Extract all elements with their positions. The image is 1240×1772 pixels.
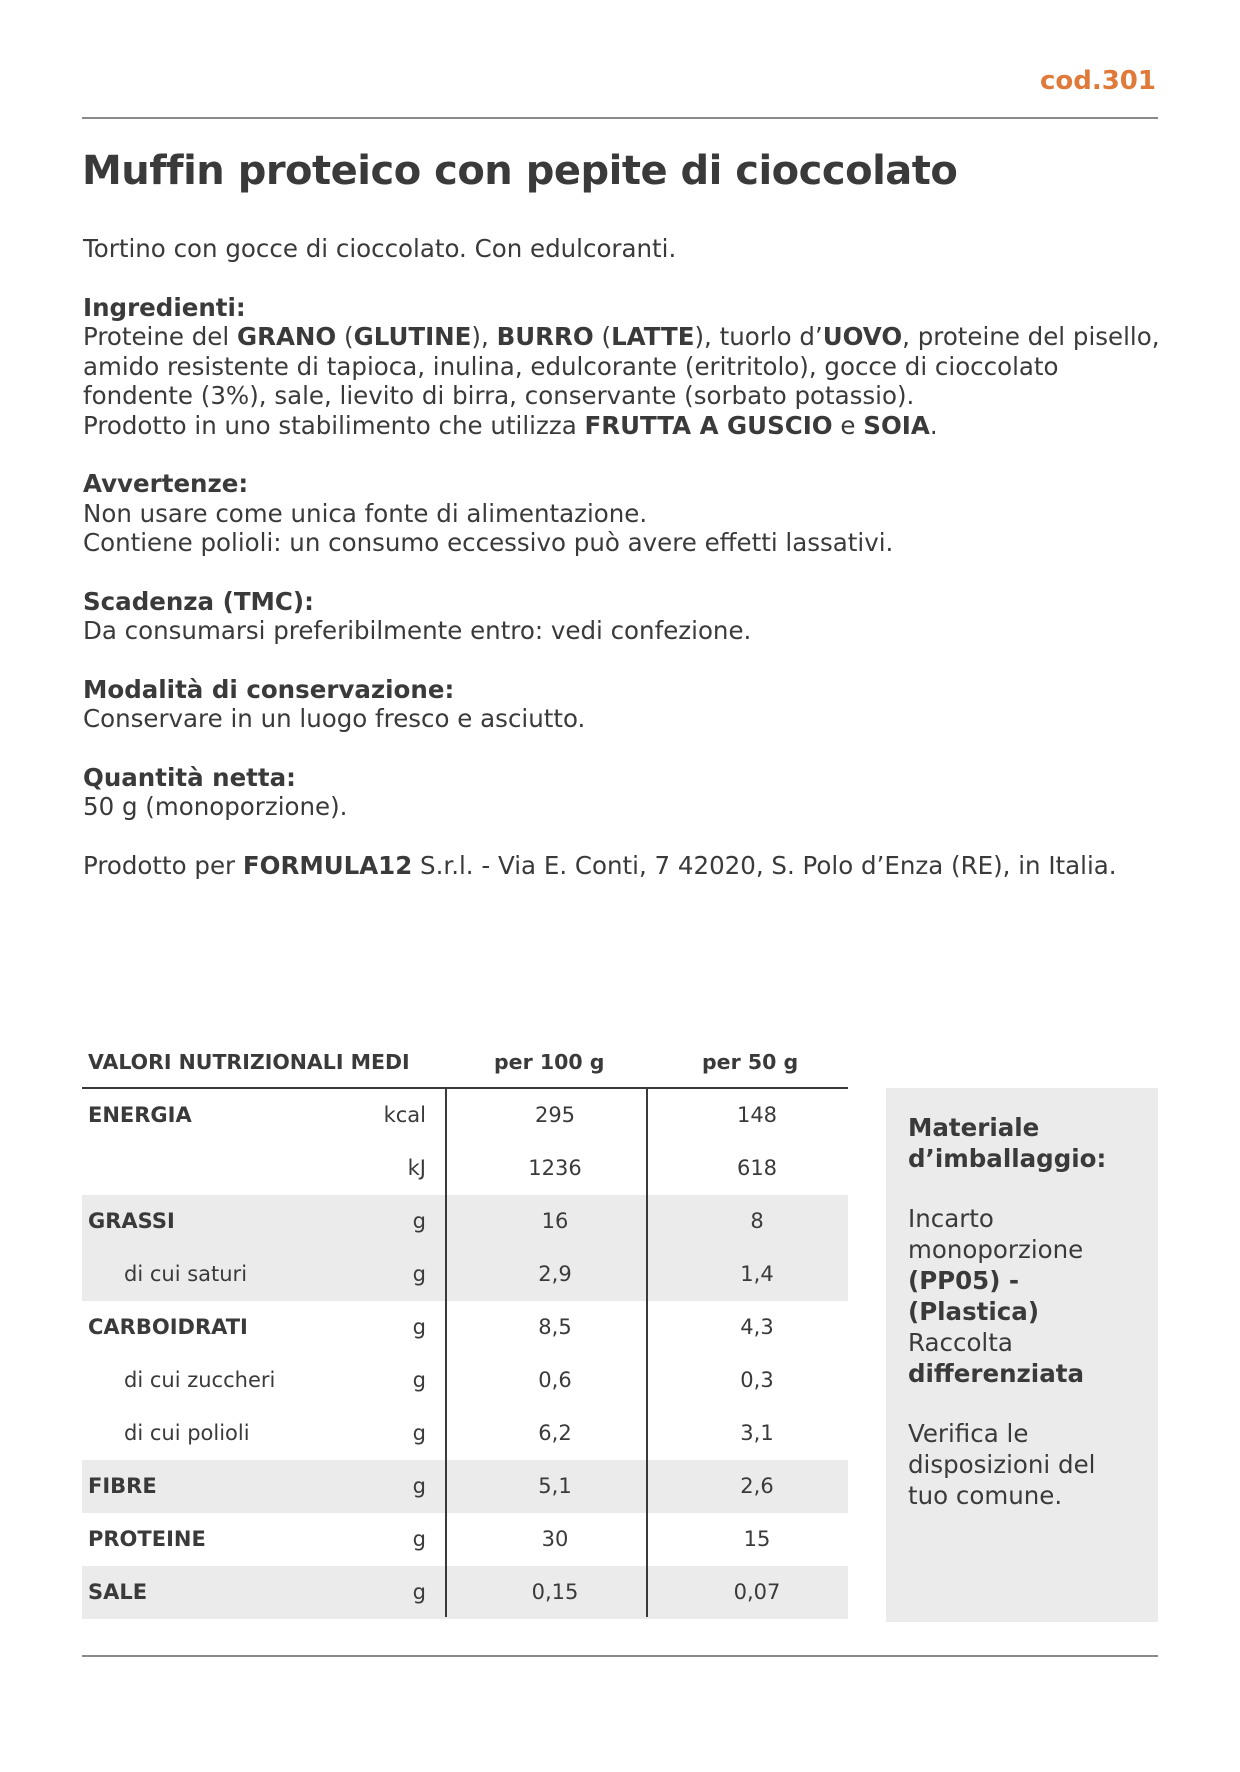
nutrition-row-sugars — [82, 1354, 848, 1407]
row-value-50g: 3,1 — [740, 1421, 774, 1445]
row-value-50g: 15 — [743, 1527, 771, 1551]
expiry-heading: Scadenza (TMC): — [83, 586, 314, 616]
packaging-collection: differenziata — [908, 1359, 1084, 1388]
nutrition-row-protein — [82, 1513, 848, 1566]
ingredients-heading: Ingredienti: — [83, 292, 246, 322]
packaging-heading: Materiale d’imballaggio: — [908, 1113, 1107, 1173]
row-value-100g: 0,15 — [531, 1580, 579, 1604]
row-label: FIBRE — [88, 1474, 157, 1498]
expiry-text: Da consumarsi preferibilmente entro: vedi confezione. — [83, 616, 752, 645]
packaging-box — [886, 1088, 1158, 1622]
row-unit: kcal — [383, 1103, 426, 1127]
nutrition-table — [82, 1040, 848, 1604]
row-value-100g: 1236 — [528, 1156, 582, 1180]
row-value-100g: 5,1 — [538, 1474, 572, 1498]
row-label: ENERGIA — [88, 1103, 192, 1127]
row-unit: g — [412, 1580, 426, 1604]
row-value-50g: 618 — [736, 1156, 778, 1180]
row-value-50g: 8 — [750, 1209, 764, 1233]
row-label: PROTEINE — [88, 1527, 206, 1551]
warning-line: Non usare come unica fonte di alimentazione. — [83, 498, 648, 528]
nutrition-row-carbs — [82, 1301, 848, 1354]
row-unit: g — [412, 1368, 426, 1392]
row-value-100g: 295 — [534, 1103, 576, 1127]
nutrition-header — [82, 1040, 848, 1088]
row-label: di cui zuccheri — [124, 1368, 276, 1392]
top-divider — [82, 117, 1158, 119]
producer-info: Prodotto per FORMULA12 S.r.l. - Via E. Conti, 7 42020, S. Polo d’Enza (RE), in Italia. — [83, 850, 1117, 880]
row-value-50g: 4,3 — [740, 1315, 774, 1339]
row-label: CARBOIDRATI — [88, 1315, 248, 1339]
row-unit: g — [412, 1527, 426, 1551]
warnings-heading: Avvertenze: — [83, 469, 249, 498]
product-code: cod.301 — [1039, 66, 1156, 96]
row-label: di cui saturi — [124, 1262, 248, 1286]
product-info — [83, 234, 1173, 880]
packaging-text: Raccolta — [908, 1328, 1013, 1357]
warning-line: Contiene polioli: un consumo eccessivo può avere effetti lassativi. — [83, 528, 894, 557]
nutrition-header-per100: per 100 g — [494, 1050, 605, 1074]
row-unit: g — [412, 1262, 426, 1286]
allergen-notice: Prodotto in uno stabilimento che utilizza FRUTTA A GUSCIO e SOIA. — [83, 410, 938, 440]
row-unit: g — [412, 1209, 426, 1233]
row-unit: kJ — [407, 1156, 426, 1180]
row-unit: g — [412, 1474, 426, 1498]
nutrition-row-energy-kj — [82, 1142, 848, 1195]
row-value-100g: 8,5 — [538, 1315, 572, 1339]
packaging-note: Verifica le disposizioni del tuo comune. — [908, 1419, 1096, 1510]
row-label: di cui polioli — [124, 1421, 250, 1445]
storage-heading: Modalità di conservazione: — [83, 674, 455, 704]
quantity-heading: Quantità netta: — [83, 762, 296, 792]
bottom-divider — [82, 1655, 1158, 1657]
row-value-50g: 1,4 — [740, 1262, 774, 1286]
quantity-text: 50 g (monoporzione). — [83, 792, 348, 821]
row-value-50g: 0,07 — [733, 1580, 781, 1604]
row-label: SALE — [88, 1580, 148, 1604]
row-value-100g: 0,6 — [538, 1368, 572, 1392]
nutrition-header-per50: per 50 g — [702, 1050, 799, 1074]
row-unit: g — [412, 1421, 426, 1445]
row-value-50g: 2,6 — [740, 1474, 774, 1498]
ingredients-text: Proteine del GRANO (GLUTINE), BURRO (LATTE), tuorlo d’UOVO, proteine del pisello, amido resistente di tapioca, inulina, edulcorante (eritritolo), gocce di cioccolato fondente (3%), sale, lievito di birra, conservante (sorbato potassio). — [83, 322, 1160, 410]
packaging-material: (PP05) - (Plastica) — [908, 1266, 1040, 1326]
packaging-text: Incarto monoporzione — [908, 1204, 1084, 1264]
column-divider — [445, 1089, 447, 1617]
row-value-50g: 148 — [736, 1103, 778, 1127]
storage-text: Conservare in un luogo fresco e asciutto. — [83, 704, 586, 733]
nutrition-row-salt — [82, 1566, 848, 1619]
product-description: Tortino con gocce di cioccolato. Con edulcoranti. — [83, 234, 677, 263]
nutrition-row-fats — [82, 1195, 848, 1248]
row-value-100g: 6,2 — [538, 1421, 572, 1445]
row-value-100g: 30 — [541, 1527, 569, 1551]
row-unit: g — [412, 1315, 426, 1339]
row-value-50g: 0,3 — [740, 1368, 774, 1392]
row-value-100g: 16 — [541, 1209, 569, 1233]
nutrition-row-saturated — [82, 1248, 848, 1301]
nutrition-header-title: VALORI NUTRIZIONALI MEDI — [88, 1050, 410, 1074]
product-title: Muffin proteico con pepite di cioccolato — [82, 148, 958, 194]
nutrition-row-fibre — [82, 1460, 848, 1513]
nutrition-row-energy-kcal — [82, 1089, 848, 1142]
nutrition-row-polyols — [82, 1407, 848, 1460]
row-label: GRASSI — [88, 1209, 175, 1233]
row-value-100g: 2,9 — [538, 1262, 572, 1286]
column-divider — [646, 1089, 648, 1617]
